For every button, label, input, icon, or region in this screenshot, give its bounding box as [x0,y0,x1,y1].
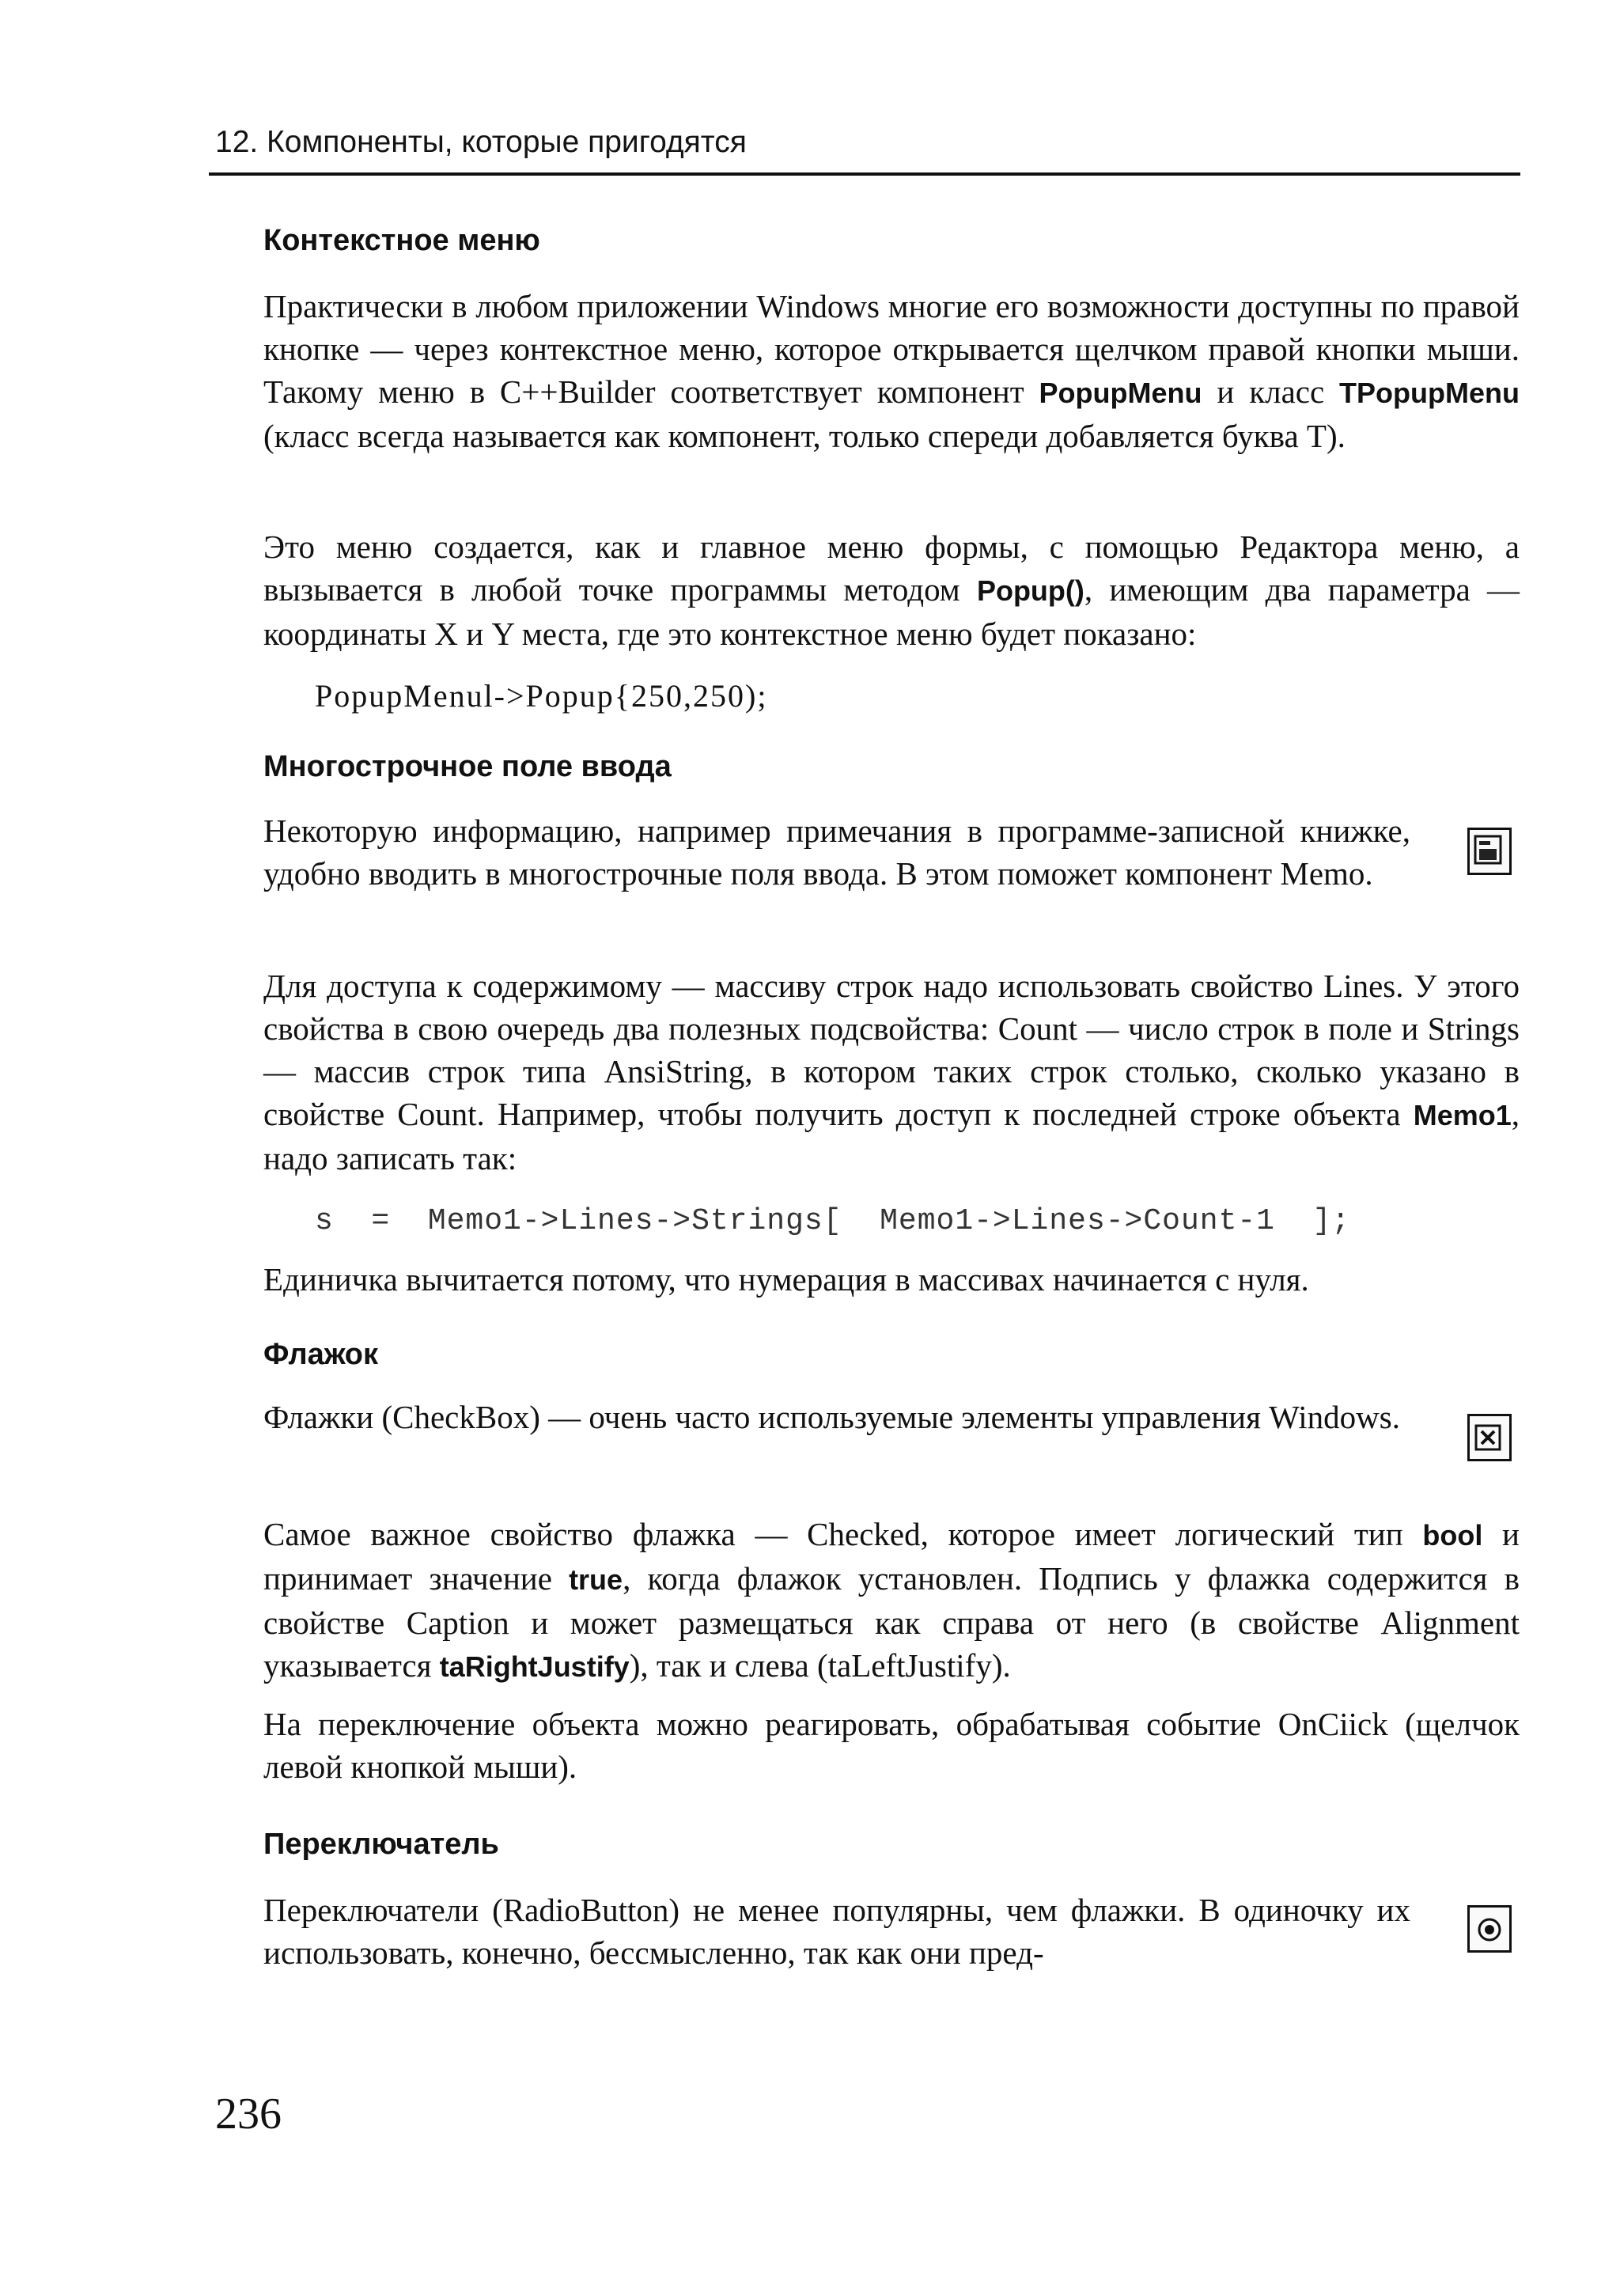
component-name: PopupMenu [1039,377,1202,409]
code-memo-last-line: s = Memo1->Lines->Strings[ Memo1->Lines->Count-1 ]; [315,1204,1351,1238]
paragraph-memo-lines: Для доступа к содержимому — массиву строк надо использовать свойство Lines. У этого свойства в свою очередь два полезных подсвойства: Count — число строк в поле и Strings — массив строк типа AnsiString, в котором таких строк столько, сколько указано в свойстве Count. Например, чтобы получить доступ к последней строке объекта Memo1, надо записать так: [263,968,1520,1176]
page-number: 236 [215,2090,282,2139]
running-header: 12. Компоненты, которые пригодятся [215,125,747,159]
paragraph-memo-note: Единичка вычитается потому, что нумерация в массивах начинается с нуля. [263,1261,1309,1298]
paragraph-context-menu-intro: Практически в любом приложении Windows многие его возможности доступны по правой кнопке — через контекстное меню, которое открывается щелчком правой кнопки мыши. Такому меню в C++Builder соответствует компонент PopupMenu и класс TPopupMenu (класс всегда называется как компонент, только спереди добавляется буква T). [263,288,1520,454]
header-rule [209,172,1520,176]
paragraph-memo-intro: Некоторую информацию, например примечания в программе-записной книжке, удобно вводить в многострочные поля ввода. В этом поможет компонент Memo. [263,813,1410,892]
paragraph-radiobutton-intro: Переключатели (RadioButton) не менее популярны, чем флажки. В одиночку их использовать, конечно, бессмысленно, так как они пред- [263,1892,1410,1971]
alignment-value: taRightJustify [439,1650,630,1683]
class-name: TPopupMenu [1339,377,1520,409]
checkbox-component-icon [1467,1414,1512,1461]
section-title-checkbox: Флажок [263,1338,378,1371]
section-title-memo: Многострочное поле ввода [263,750,672,783]
method-name: Popup() [976,574,1084,607]
object-name: Memo1 [1413,1099,1512,1131]
type-name: bool [1422,1519,1483,1552]
paragraph-checkbox-checked: Самое важное свойство флажка — Checked, которое имеет логический тип bool и принимает значение true, когда флажок установлен. Подпись у флажка содержится в свойстве Caption и может размещаться как справа от него (в свойстве Alignment указывается taRightJustify), так и слева (taLeftJustify). [263,1516,1520,1684]
section-title-context-menu: Контекстное меню [263,224,540,257]
value-name: true [569,1563,623,1596]
memo-component-icon [1467,828,1512,875]
paragraph-checkbox-intro: Флажки (CheckBox) — очень часто используемые элементы управления Windows. [263,1399,1400,1435]
paragraph-popup-method: Это меню создается, как и главное меню формы, с помощью Редактора меню, а вызывается в любой точке программы методом Popup(), имеющим два параметра — координаты X и Y места, где это контекстное меню будет показано: [263,529,1520,652]
radiobutton-component-icon [1467,1905,1512,1953]
section-title-radiobutton: Переключатель [263,1828,499,1861]
code-popup-call: PopupMenul->Popup{250,250); [315,678,768,714]
paragraph-checkbox-onclick: На переключение объекта можно реагировать, обрабатывая событие OnCiick (щелчок левой кнопкой мыши). [263,1706,1520,1785]
